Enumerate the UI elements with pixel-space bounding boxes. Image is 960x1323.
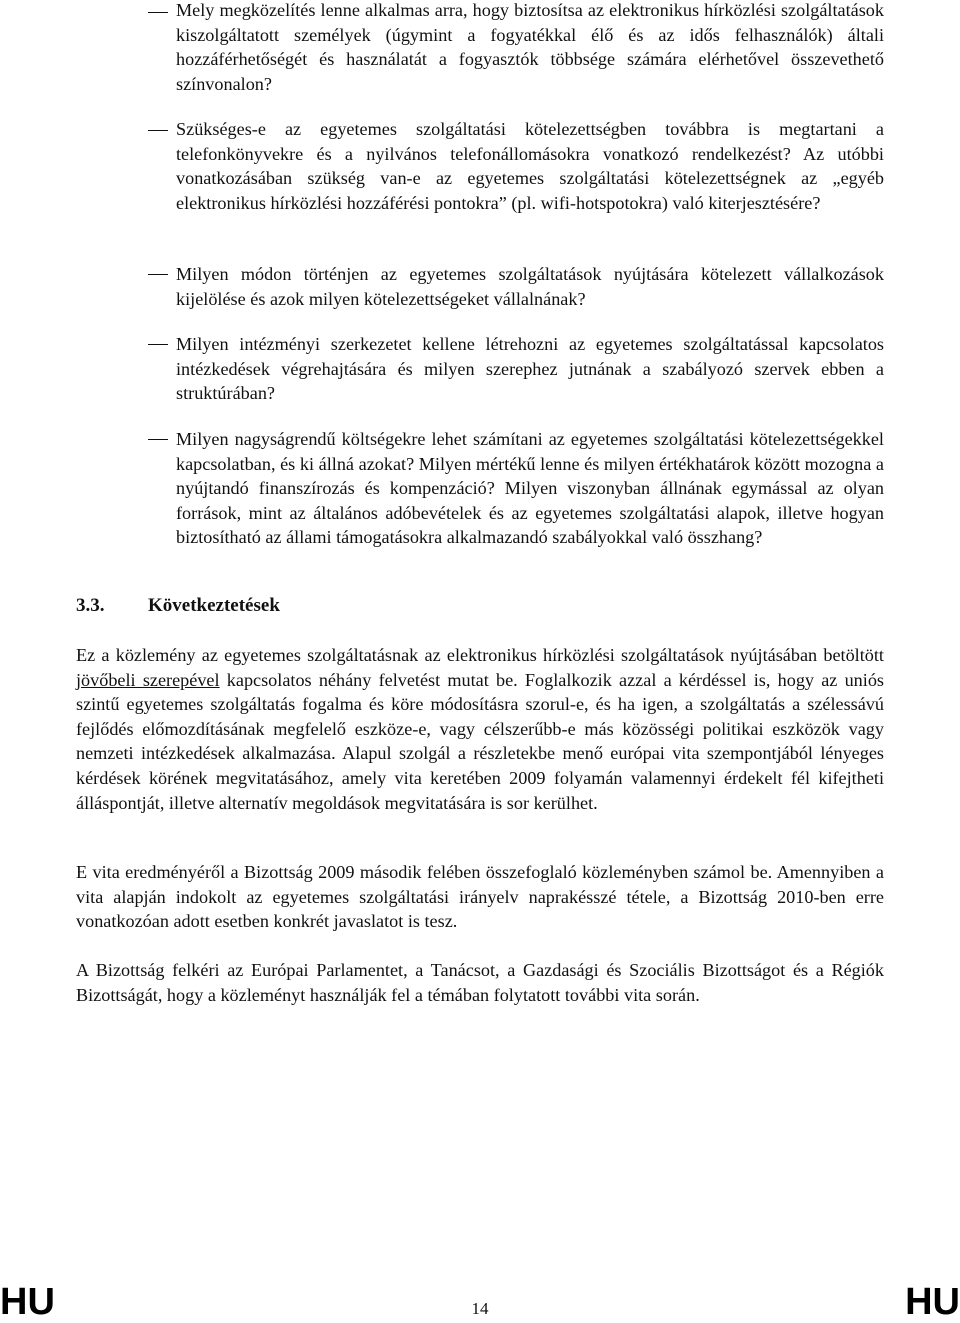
dash-bullet-icon bbox=[148, 274, 168, 275]
section-number: 3.3. bbox=[76, 595, 105, 616]
underlined-phrase: jövőbeli szerepével bbox=[76, 669, 220, 690]
list-item-text: Mely megközelítés lenne alkalmas arra, hogy biztosítsa az elektronikus hírközlési szolgáltatások kiszolgáltatott személyek (úgymint a fogyatékkal élő és az idős felhasználók) általi hozzáférhetőségét és használatát a fogyasztók többsége számára elérhetővel összevethető színvonalon? bbox=[176, 0, 884, 94]
paragraph-text: Ez a közlemény az egyetemes szolgáltatásnak az elektronikus hírközlési szolgáltatások nyújtásában betöltött bbox=[76, 645, 884, 665]
dash-bullet-icon bbox=[148, 12, 168, 13]
list-item-text: Szükséges-e az egyetemes szolgáltatási kötelezettségben továbbra is megtartani a telefonkönyvekre és a nyilvános telefonállomásokra vonatkozó rendelkezést? Az utóbbi vonatkozásában szükség van-e az egyetemes szolgáltatási kötelezettségnek az „egyéb elektronikus hírközlési hozzáférési pontokra” (pl. wifi-hotspotokra) való kiterjesztésére? bbox=[176, 119, 884, 213]
footer-language-left: HU bbox=[0, 1281, 55, 1323]
footer-language-right: HU bbox=[905, 1281, 960, 1323]
paragraph-text: kapcsolatos néhány felvetést mutat be. Foglalkozik azzal a kérdéssel is, hogy az uniós szintű egyetemes szolgáltatás fogalma és köre módosításra szorul-e, és ha igen, a szolgáltatás a szélessávú fejlődés előmozdításának megfelelő eszköze-e, vagy célszerűbb-e más közösségi politikai eszközök vagy nemzeti intézkedések alkalmazása. Alapul szolgál a részletekbe menő európai vita szempontjából lényeges kérdések körének megvitatásához, amely vita keretében 2009 folyamán valamennyi érdekelt fél kifejtheti álláspontját, illetve alternatív megoldások megvitatására is sor kerülhet. bbox=[76, 669, 884, 813]
paragraph-outcome: E vita eredményéről a Bizottság 2009 második felében összefoglaló közleményben számol be. Amennyiben a vita alapján indokolt az egyetemes szolgáltatási irányelv naprakésszé tétele, a Bizottság 2010-ben erre vonatkozóan adott esetben konkrét javaslatot is tesz. bbox=[76, 862, 884, 932]
paragraph-invitation: A Bizottság felkéri az Európai Parlamentet, a Tanácsot, a Gazdasági és Szociális Bizottságot és a Régiók Bizottságát, hogy a közleményt használják fel a témában folytatott további vita során. bbox=[76, 960, 884, 1005]
dash-bullet-icon bbox=[148, 130, 168, 131]
section-title: Következtetések bbox=[148, 595, 280, 616]
list-item-text: Milyen nagyságrendű költségekre lehet számítani az egyetemes szolgáltatási kötelezettségekkel kapcsolatban, és ki állná azokat? Milyen mértékű lenne és milyen értékhatárok között mozogna a nyújtandó finanszírozás és kompenzáció? Milyen viszonyban állnának egymással az olyan források, mint az általános adóbevételek és az egyetemes szolgáltatási alapok, illetve hogyan biztosítható az állami támogatásokra alkalmazandó szabályokkal való összhang? bbox=[176, 429, 884, 548]
dash-bullet-icon bbox=[148, 439, 168, 440]
paragraph-conclusions bbox=[76, 643, 884, 815]
list-item-text: Milyen intézményi szerkezetet kellene létrehozni az egyetemes szolgáltatással kapcsolatos intézkedések végrehajtására és milyen szerephez jutnának a szabályozó szervek ebben a struktúrában? bbox=[176, 334, 884, 404]
page-number: 14 bbox=[471, 1299, 489, 1318]
list-item-text: Milyen módon történjen az egyetemes szolgáltatások nyújtására kötelezett vállalkozások kijelölése és azok milyen kötelezettségeket vállalnának? bbox=[176, 264, 884, 309]
dash-bullet-icon bbox=[148, 344, 168, 345]
